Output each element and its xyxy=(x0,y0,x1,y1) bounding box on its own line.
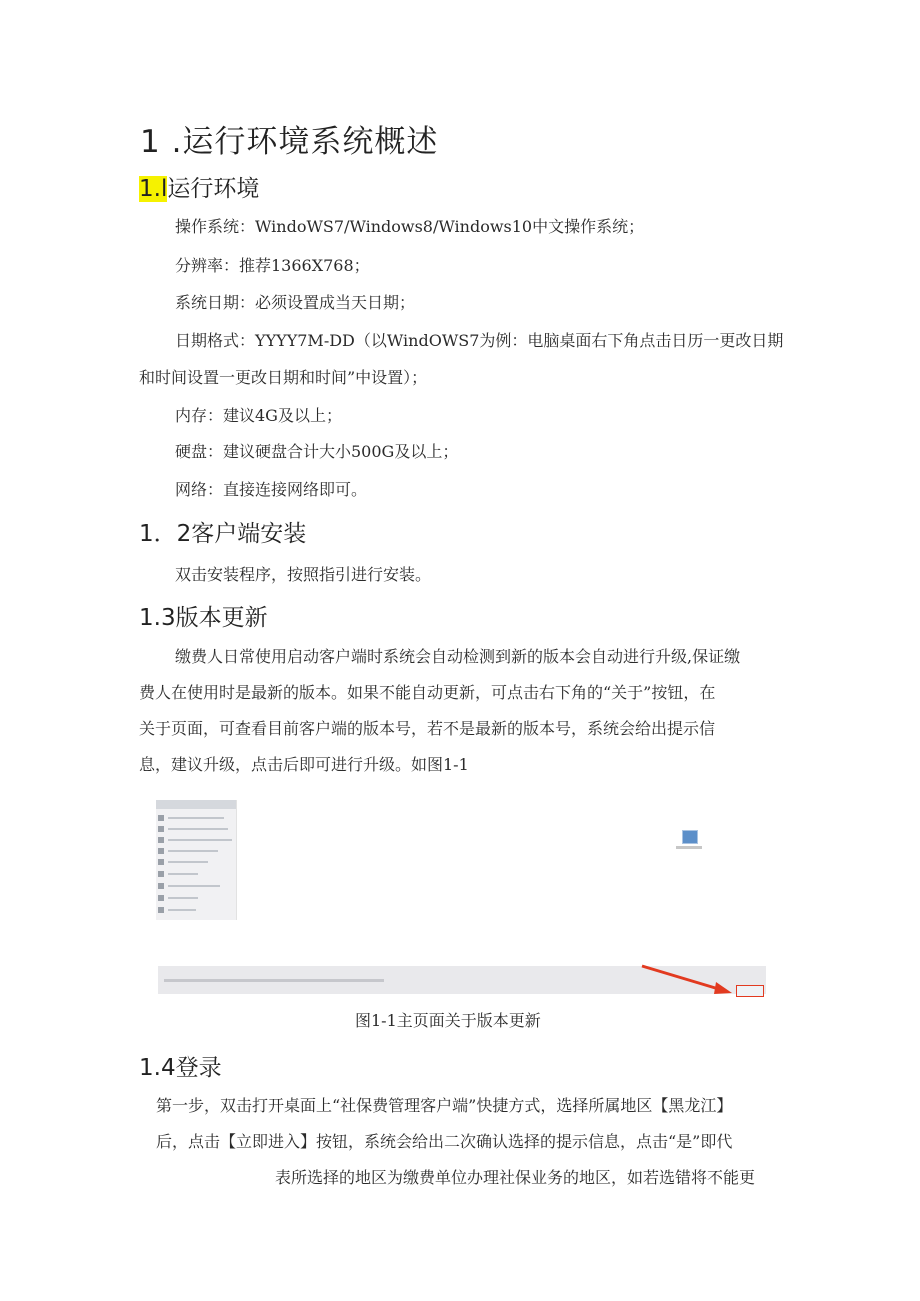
status-text xyxy=(164,979,384,982)
env-os: 操作系统：WindoWS7/Windows8/Windows10中文操作系统； xyxy=(175,217,645,236)
login-line2: 后，点击【立即进入】按钮，系统会给出二次确认选择的提示信息，点击“是”即代 xyxy=(156,1132,733,1151)
menu-item xyxy=(158,895,230,901)
menu-item-icon xyxy=(158,871,164,877)
figure-caption: 图1-1主页面关于版本更新 xyxy=(355,1011,541,1030)
arrow-icon xyxy=(640,962,740,998)
update-line3: 关于页面，可查看目前客户端的版本号，若不是最新的版本号，系统会给出提示信 xyxy=(139,719,716,738)
env-datefmt-line2: 和时间设置一更改日期和时间”中设置）； xyxy=(139,368,428,387)
env-datefmt-line1: 日期格式：YYYY7M-DD（以WindOWS7为例：电脑桌面右下角点击日历一更改日期 xyxy=(175,331,784,350)
menu-item-icon xyxy=(158,907,164,913)
menu-item-icon xyxy=(158,848,164,854)
section-title: 运行环境 xyxy=(167,176,260,202)
menu-item xyxy=(158,907,230,913)
env-disk: 硬盘：建议硬盘合计大小500G及以上； xyxy=(175,442,459,461)
menu-item-icon xyxy=(158,859,164,865)
section-heading-1-2: 1．2客户端安装 xyxy=(139,521,307,547)
menu-item xyxy=(158,871,230,877)
menu-item xyxy=(158,883,230,889)
menu-item xyxy=(158,837,230,843)
section-heading-1-4: 1.4登录 xyxy=(139,1055,222,1081)
menu-item xyxy=(158,826,230,832)
client-screenshot-figure xyxy=(156,800,768,998)
main-title: 1 .运行环境系统概述 xyxy=(140,124,439,160)
about-button[interactable] xyxy=(736,985,764,997)
section-heading-1-3: 1.3版本更新 xyxy=(139,605,268,631)
desktop-icon-label xyxy=(676,846,702,849)
menu-item xyxy=(158,848,230,854)
env-memory: 内存：建议4G及以上； xyxy=(175,406,342,425)
menu-item xyxy=(158,859,230,865)
login-line1: 第一步，双击打开桌面上“社保费管理客户端”快捷方式，选择所属地区【黑龙江】 xyxy=(156,1096,733,1115)
login-line3: 表所选择的地区为缴费单位办理社保业务的地区，如若选错将不能更 xyxy=(275,1168,756,1187)
install-text: 双击安装程序，按照指引进行安装。 xyxy=(175,565,432,584)
env-sysdate: 系统日期：必须设置成当天日期； xyxy=(175,293,416,312)
menu-item-icon xyxy=(158,883,164,889)
section-heading-1-1 xyxy=(139,170,259,203)
menu-item-icon xyxy=(158,837,164,843)
highlighted-number: 1.l xyxy=(139,176,168,202)
env-network: 网络：直接连接网络即可。 xyxy=(175,480,368,499)
update-line1: 缴费人日常使用启动客户端时系统会自动检测到新的版本会自动进行升级,保证缴 xyxy=(175,647,741,666)
menu-item-icon xyxy=(158,895,164,901)
menu-item-icon xyxy=(158,826,164,832)
side-menu-header xyxy=(156,800,236,809)
menu-item xyxy=(158,815,230,821)
side-menu-panel xyxy=(156,800,237,920)
env-resolution: 分辨率：推荐1366X768； xyxy=(175,256,370,275)
desktop-icon xyxy=(682,830,698,844)
update-line2: 费人在使用时是最新的版本。如果不能自动更新，可点击右下角的“关于”按钮，在 xyxy=(139,683,716,702)
menu-item-icon xyxy=(158,815,164,821)
update-line4: 息，建议升级，点击后即可进行升级。如图1-1 xyxy=(139,755,469,774)
